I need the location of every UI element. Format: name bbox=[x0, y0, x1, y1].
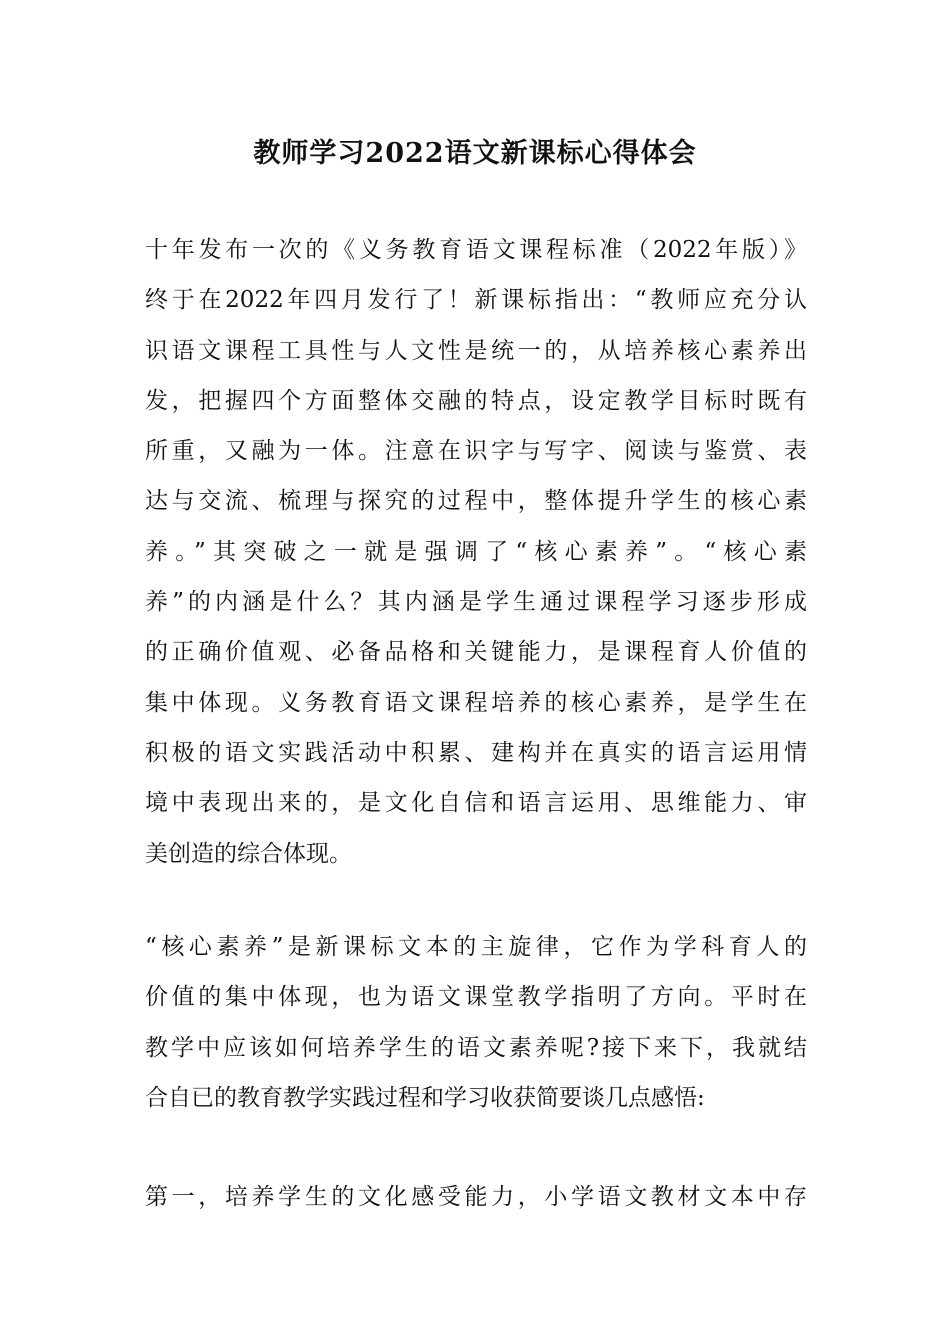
text-line: 识语文课程工具性与人文性是统一的，从培养核心素养出 bbox=[145, 337, 807, 364]
text-line: 达与交流、梳理与探究的过程中，整体提升学生的核心素 bbox=[145, 488, 807, 515]
paragraph-first-point bbox=[145, 1172, 807, 1222]
text-line: 的正确价值观、必备品格和关键能力，是课程育人价值的 bbox=[145, 639, 807, 666]
text-line: 十年发布一次的《义务教育语文课程标准（2022年版）》 bbox=[145, 237, 807, 263]
text-line: 价值的集中体现，也为语文课堂教学指明了方向。平时在 bbox=[145, 984, 807, 1011]
text-line: 合自已的教育教学实践过程和学习收获简要谈几点感悟: bbox=[145, 1084, 705, 1111]
text-line: 养”的内涵是什么？其内涵是学生通过课程学习逐步形成 bbox=[145, 589, 807, 616]
text-line: 教学中应该如何培养学生的语文素养呢?接下来下，我就结 bbox=[145, 1034, 807, 1061]
text-line: 境中表现出来的，是文化自信和语言运用、思维能力、审 bbox=[145, 790, 807, 817]
text-line: 发，把握四个方面整体交融的特点，设定教学目标时既有 bbox=[145, 387, 807, 414]
text-line: 积极的语文实践活动中积累、建构并在真实的语言运用情 bbox=[145, 739, 807, 766]
document-title: 教师学习2022语文新课标心得体会 bbox=[253, 138, 697, 169]
text-line: 所重，又融为一体。注意在识字与写字、阅读与鉴赏、表 bbox=[145, 438, 807, 465]
paragraph-main-theme bbox=[145, 922, 807, 1123]
text-line: 美创造的综合体现。 bbox=[145, 840, 352, 867]
text-line: 第一，培养学生的文化感受能力，小学语文教材文本中存 bbox=[145, 1184, 807, 1210]
text-line: 养。”其突破之一就是强调了“核心素养”。“核心素 bbox=[145, 538, 807, 565]
paragraph-core-literacy-intro bbox=[145, 225, 807, 879]
text-line: 集中体现。义务教育语文课程培养的核心素养，是学生在 bbox=[145, 689, 807, 716]
text-line: “核心素养”是新课标文本的主旋律，它作为学科育人的 bbox=[145, 934, 807, 960]
text-line: 终于在2022年四月发行了！新课标指出：“教师应充分认 bbox=[145, 287, 807, 314]
